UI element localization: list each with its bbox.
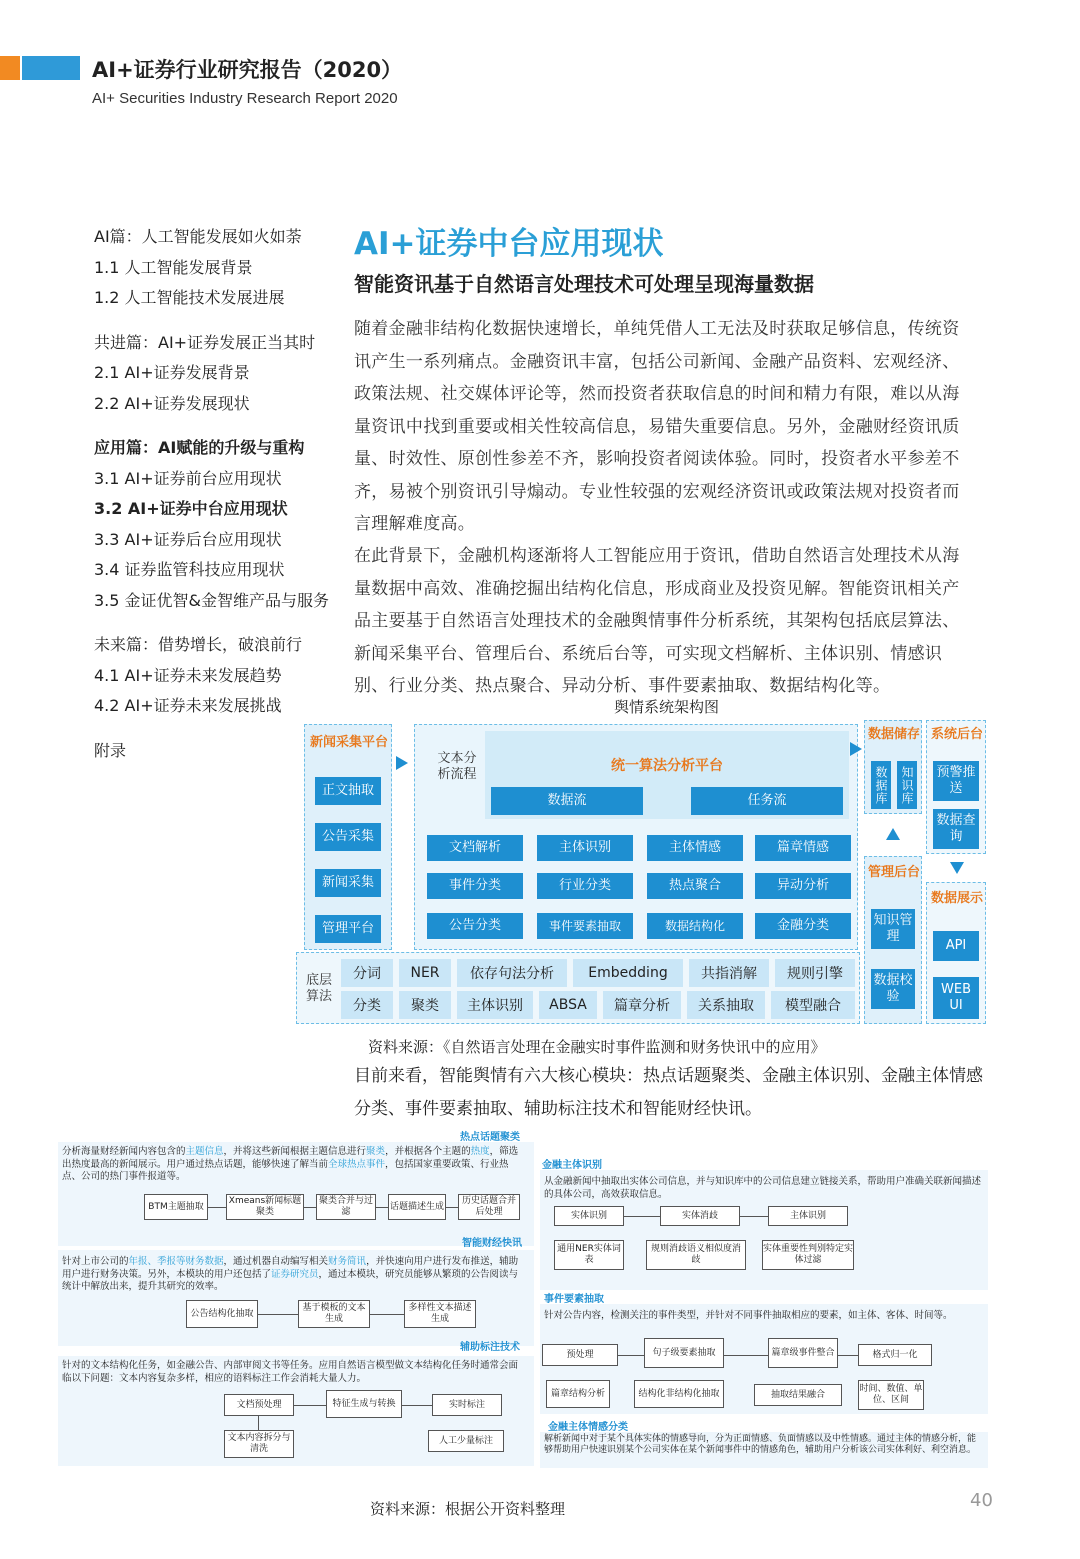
module-box: 事件分类: [427, 873, 523, 899]
text-span: ，包括国家重要政策、行业热点、公司的热门事件报道等。: [62, 1158, 509, 1182]
system-backend-title: 系统后台: [930, 727, 983, 742]
report-subtitle: AI+ Securities Industry Research Report 2020: [92, 90, 398, 107]
toc-item-appendix[interactable]: 附录: [94, 740, 127, 760]
text-span: ，筛选出热度最高的新闻展示。用户通过热点话题，能够快速了解当前: [62, 1146, 519, 1170]
process-box: 时间、数值、单位、区间: [858, 1380, 924, 1410]
unified-platform-box: [485, 731, 849, 819]
text-span: ，并快速向用户进行发布推送，辅助用户进行财务决策。另外，本模块的用户还包括了: [62, 1256, 519, 1280]
data-flow-box: 数据流: [491, 787, 643, 815]
hot-topic-text: [62, 1146, 526, 1184]
process-box: BTM主题抽取: [144, 1194, 208, 1220]
text-span: 分析海量财经新闻内容包含的: [62, 1146, 186, 1157]
process-box: 预处理: [542, 1344, 618, 1366]
source-note-2: 资料来源：根据公开资料整理: [370, 1500, 566, 1518]
toc-item[interactable]: 1.1 人工智能发展背景: [94, 257, 253, 277]
report-title: AI+证券行业研究报告（2020）: [92, 58, 403, 82]
page-number: 40: [970, 1490, 993, 1511]
process-box: 规则消歧语义相似度消歧: [646, 1240, 746, 1270]
arrow-up-icon: [886, 828, 900, 840]
toc-item-section-header[interactable]: 应用篇：AI赋能的升级与重构: [94, 438, 305, 457]
connector-line: [208, 1207, 226, 1208]
database-box: 数据库: [871, 761, 891, 809]
annotation-title: 辅助标注技术: [460, 1342, 520, 1353]
api-box: API: [933, 931, 979, 961]
diagram-caption: 舆情系统架构图: [614, 698, 720, 716]
module-box: 数据结构化: [647, 913, 743, 939]
connector-line: [624, 1216, 660, 1217]
fin-news-text: [62, 1256, 526, 1294]
connector-line: [838, 1355, 858, 1356]
process-box: 句子级要素抽取: [644, 1338, 724, 1368]
module-box: 主体识别: [537, 835, 633, 861]
toc-group-future: [94, 630, 344, 722]
process-box: 话题描述生成: [388, 1194, 446, 1220]
highlight-span: 热度: [470, 1146, 490, 1157]
algorithm-box: 分类: [341, 991, 393, 1019]
algorithm-platform-panel: [414, 724, 858, 950]
section-heading: 智能资讯基于自然语言处理技术可处理呈现海量数据: [354, 272, 814, 296]
text-flow-label: 文本分析流程: [437, 751, 477, 782]
algorithm-box: ABSA: [539, 991, 597, 1019]
table-of-contents: [94, 222, 344, 780]
system-backend-panel: [926, 720, 986, 854]
connector-line: [376, 1207, 388, 1208]
toc-item[interactable]: 4.1 AI+证券未来发展趋势: [94, 665, 282, 685]
algorithm-box: NER: [399, 959, 451, 987]
news-platform-title: 新闻采集平台: [309, 735, 388, 750]
connector-line: [740, 1216, 768, 1217]
hot-topic-title: 热点话题聚类: [460, 1132, 520, 1143]
process-box: Xmeans新闻标题聚类: [226, 1194, 304, 1220]
management-backend-title: 管理后台: [867, 865, 920, 880]
process-box: 聚类合并与过滤: [316, 1194, 376, 1220]
arrow-right-icon: [850, 742, 862, 756]
toc-item[interactable]: 2.1 AI+证券发展背景: [94, 363, 250, 382]
algorithm-box: 规则引擎: [775, 959, 855, 987]
algorithm-box: 关系抽取: [687, 991, 765, 1019]
connector-line: [304, 1207, 316, 1208]
connector-line: [618, 1355, 644, 1356]
connector-line: [446, 1207, 458, 1208]
entity-text: 从金融新闻中抽取出实体公司信息，并与知识库中的公司信息建立链接关系，帮助用户准确关联新闻描述的具体公司，高效获取信息。: [544, 1176, 982, 1200]
toc-item[interactable]: 3.5 金证优智&金智维产品与服务: [94, 590, 330, 610]
data-storage-title: 数据储存: [867, 727, 920, 742]
process-box: 主体识别: [768, 1206, 848, 1226]
fin-news-title: 智能财经快讯: [462, 1238, 522, 1249]
module-box: 数据校验: [871, 969, 915, 1009]
data-display-panel: [926, 882, 986, 1024]
knowledge-base-box: 知识库: [897, 761, 917, 809]
core-modules-diagram: [58, 1124, 992, 1470]
text-span: ，并将这些新闻根据主题信息进行: [223, 1146, 367, 1157]
module-box: 篇章情感: [755, 835, 851, 861]
source-note-1: 资料来源：《自然语言处理在金融实时事件监测和财务快讯中的应用》: [368, 1038, 826, 1056]
text-span: 针对上市公司的: [62, 1256, 129, 1267]
connector-line: [258, 1314, 298, 1315]
algorithm-box: 共指消解: [689, 959, 769, 987]
algorithm-box: 主体识别: [457, 991, 533, 1019]
module-box: 文档解析: [427, 835, 523, 861]
process-box: 公告结构化抽取: [186, 1300, 258, 1328]
management-backend-panel: [864, 856, 922, 1024]
process-box: 结构化非结构化抽取: [634, 1380, 724, 1408]
highlight-span: 聚类: [366, 1146, 386, 1157]
data-display-title: 数据展示: [930, 891, 983, 906]
process-box: 实体识别: [554, 1206, 624, 1226]
process-box: 文本内容拆分与清洗: [224, 1430, 294, 1458]
module-box: 异动分析: [755, 873, 851, 899]
module-box: 管理平台: [315, 915, 381, 943]
toc-group-cooperation: [94, 328, 344, 420]
toc-item[interactable]: 1.2 人工智能技术发展进展: [94, 288, 285, 307]
process-box: 实时标注: [432, 1394, 502, 1416]
toc-group-application: [94, 433, 344, 616]
event-title: 事件要素抽取: [544, 1294, 604, 1305]
module-box: 预警推送: [933, 761, 979, 801]
connector-line: [258, 1416, 259, 1430]
connector-line: [370, 1314, 404, 1315]
process-box: 特征生成与转换: [326, 1390, 402, 1418]
connector-line: [402, 1405, 432, 1406]
sentiment-text: 解析新闻中对于某个具体实体的情感导向，分为正面情感、负面情感以及中性情感。通过主体的情感分析，能够帮助用户快速识别某个公司实体在某个新闻事件中的情感角色，辅助用户分析该公司实体利好、利空消息。: [544, 1434, 977, 1455]
event-text: 针对公告内容，检测关注的事件类型，并针对不同事件抽取相应的要素，如主体、客体、时间等。: [544, 1310, 953, 1321]
connector-line: [294, 1405, 326, 1406]
module-box: 公告分类: [427, 913, 523, 939]
toc-item[interactable]: 3.4 证券监管科技应用现状: [94, 560, 285, 579]
page-title: AI+证券中台应用现状: [354, 226, 664, 262]
architecture-diagram: [296, 718, 990, 1026]
toc-group-ai: [94, 222, 344, 314]
toc-item[interactable]: 4.2 AI+证券未来发展挑战: [94, 696, 282, 715]
process-box: 通用NER实体词表: [554, 1240, 624, 1270]
news-platform-panel: [304, 724, 392, 950]
module-box: 正文抽取: [315, 777, 381, 805]
toc-item[interactable]: 3.3 AI+证券后台应用现状: [94, 529, 282, 549]
base-algorithm-panel: [296, 952, 860, 1024]
process-box: 实体消歧: [660, 1206, 740, 1226]
process-box: 历史话题合并后处理: [458, 1194, 520, 1220]
header-accent-blue: [22, 56, 80, 80]
process-box: 抽取结果融合: [754, 1384, 842, 1406]
toc-item[interactable]: 3.1 AI+证券前台应用现状: [94, 468, 282, 488]
algorithm-box: Embedding: [573, 959, 683, 987]
module-box: 金融分类: [755, 913, 851, 939]
toc-item-current[interactable]: 3.2 AI+证券中台应用现状: [94, 499, 288, 518]
process-box: 格式归一化: [858, 1344, 932, 1366]
sentiment-title: 金融主体情感分类: [548, 1422, 628, 1433]
unified-platform-title: 统一算法分析平台: [611, 758, 723, 774]
module-box: 热点聚合: [647, 873, 743, 899]
process-box: 实体重要性判别特定实体过滤: [762, 1240, 854, 1270]
toc-item[interactable]: 2.2 AI+证券发展现状: [94, 393, 250, 413]
process-box: 篇章级事件整合: [768, 1338, 838, 1368]
header-accent-orange: [0, 56, 20, 80]
highlight-span: 全球热点事件: [328, 1158, 386, 1170]
text-span: ，通过机器自动编写相关: [223, 1256, 329, 1267]
highlight-span: 主题信息: [185, 1146, 224, 1157]
entity-title: 金融主体识别: [542, 1160, 602, 1171]
body-paragraph-1: 随着金融非结构化数据快速增长，单纯凭借人工无法及时获取足够信息，传统资讯产生一系列痛点。金融资讯丰富，包括公司新闻、金融产品资料、宏观经济、政策法规、社交媒体评论等，然而投资者获取信息的时间和精力有限，难以从海量资讯中找到重要或相关性较高信息，易错失重要信息。另外，金融财经资讯质量、时效性、原创性参差不齐，影响投资者阅读体验。同时，投资者水平参差不齐，易被个别资讯引导煽动。专业性较强的宏观经济资讯或政策法规对投资者而言理解难度高。: [354, 319, 960, 534]
highlight-span: 财务简讯: [328, 1256, 367, 1267]
arrow-down-icon: [950, 862, 964, 874]
highlight-span: 证券研究员: [271, 1268, 319, 1280]
module-box: 主体情感: [647, 835, 743, 861]
algorithm-box: 分词: [341, 959, 393, 987]
module-box: 公告采集: [315, 823, 381, 851]
algorithm-box: 篇章分析: [603, 991, 681, 1019]
toc-item[interactable]: AI篇：人工智能发展如火如荼: [94, 227, 302, 246]
algorithm-box: 模型融合: [771, 991, 855, 1019]
process-box: 人工少量标注: [428, 1430, 504, 1452]
highlight-span: 年报、季报等财务数据: [128, 1256, 224, 1267]
toc-item[interactable]: 共进篇：AI+证券发展正当其时: [94, 332, 316, 352]
module-box: 事件要素抽取: [537, 913, 633, 939]
web-ui-box: WEB UI: [933, 977, 979, 1019]
base-algorithm-label: 底层算法: [305, 973, 332, 1004]
annotation-text: 针对的文本结构化任务，如金融公告、内部审阅文书等任务。应用自然语言模型做文本结构化任务时通常会面临以下问题：文本内容复杂多样，相应的语料标注工作会消耗大量人力。: [62, 1360, 519, 1384]
module-box: 知识管理: [871, 909, 915, 949]
module-box: 数据查询: [933, 809, 979, 849]
process-box: 篇章结构分析: [546, 1380, 610, 1408]
arrow-right-icon: [396, 756, 408, 770]
data-storage-panel: [864, 720, 922, 814]
process-box: 基于模板的文本生成: [298, 1300, 370, 1328]
body-paragraph-3: 目前来看，智能舆情有六大核心模块：热点话题聚类、金融主体识别、金融主体情感分类、事件要素抽取、辅助标注技术和智能财经快讯。: [354, 1066, 983, 1119]
algorithm-box: 依存句法分析: [457, 959, 567, 987]
body-paragraph-2: 在此背景下，金融机构逐渐将人工智能应用于资讯，借助自然语言处理技术从海量数据中高效、准确挖掘出结构化信息，形成商业及投资见解。智能资讯相关产品主要基于自然语言处理技术的金融舆情事件分析系统，其架构包括底层算法、新闻采集平台、管理后台、系统后台等，可实现文档解析、主体识别、情感识别、行业分类、热点聚合、异动分析、事件要素抽取、数据结构化等。: [354, 546, 960, 696]
text-span: ，并根据各个主题的: [385, 1146, 471, 1157]
process-box: 多样性文本描述生成: [404, 1300, 476, 1328]
text-span: ，通过本模块，研究员能够从繁琐的公告阅读与统计中解放出来，提升其研究的效率。: [62, 1268, 519, 1292]
algorithm-box: 聚类: [399, 991, 451, 1019]
toc-item[interactable]: 未来篇：借势增长，破浪前行: [94, 635, 303, 654]
task-flow-box: 任务流: [691, 787, 843, 815]
connector-line: [724, 1355, 768, 1356]
process-box: 文档预处理: [224, 1394, 294, 1416]
module-box: 行业分类: [537, 873, 633, 899]
module-box: 新闻采集: [315, 869, 381, 897]
